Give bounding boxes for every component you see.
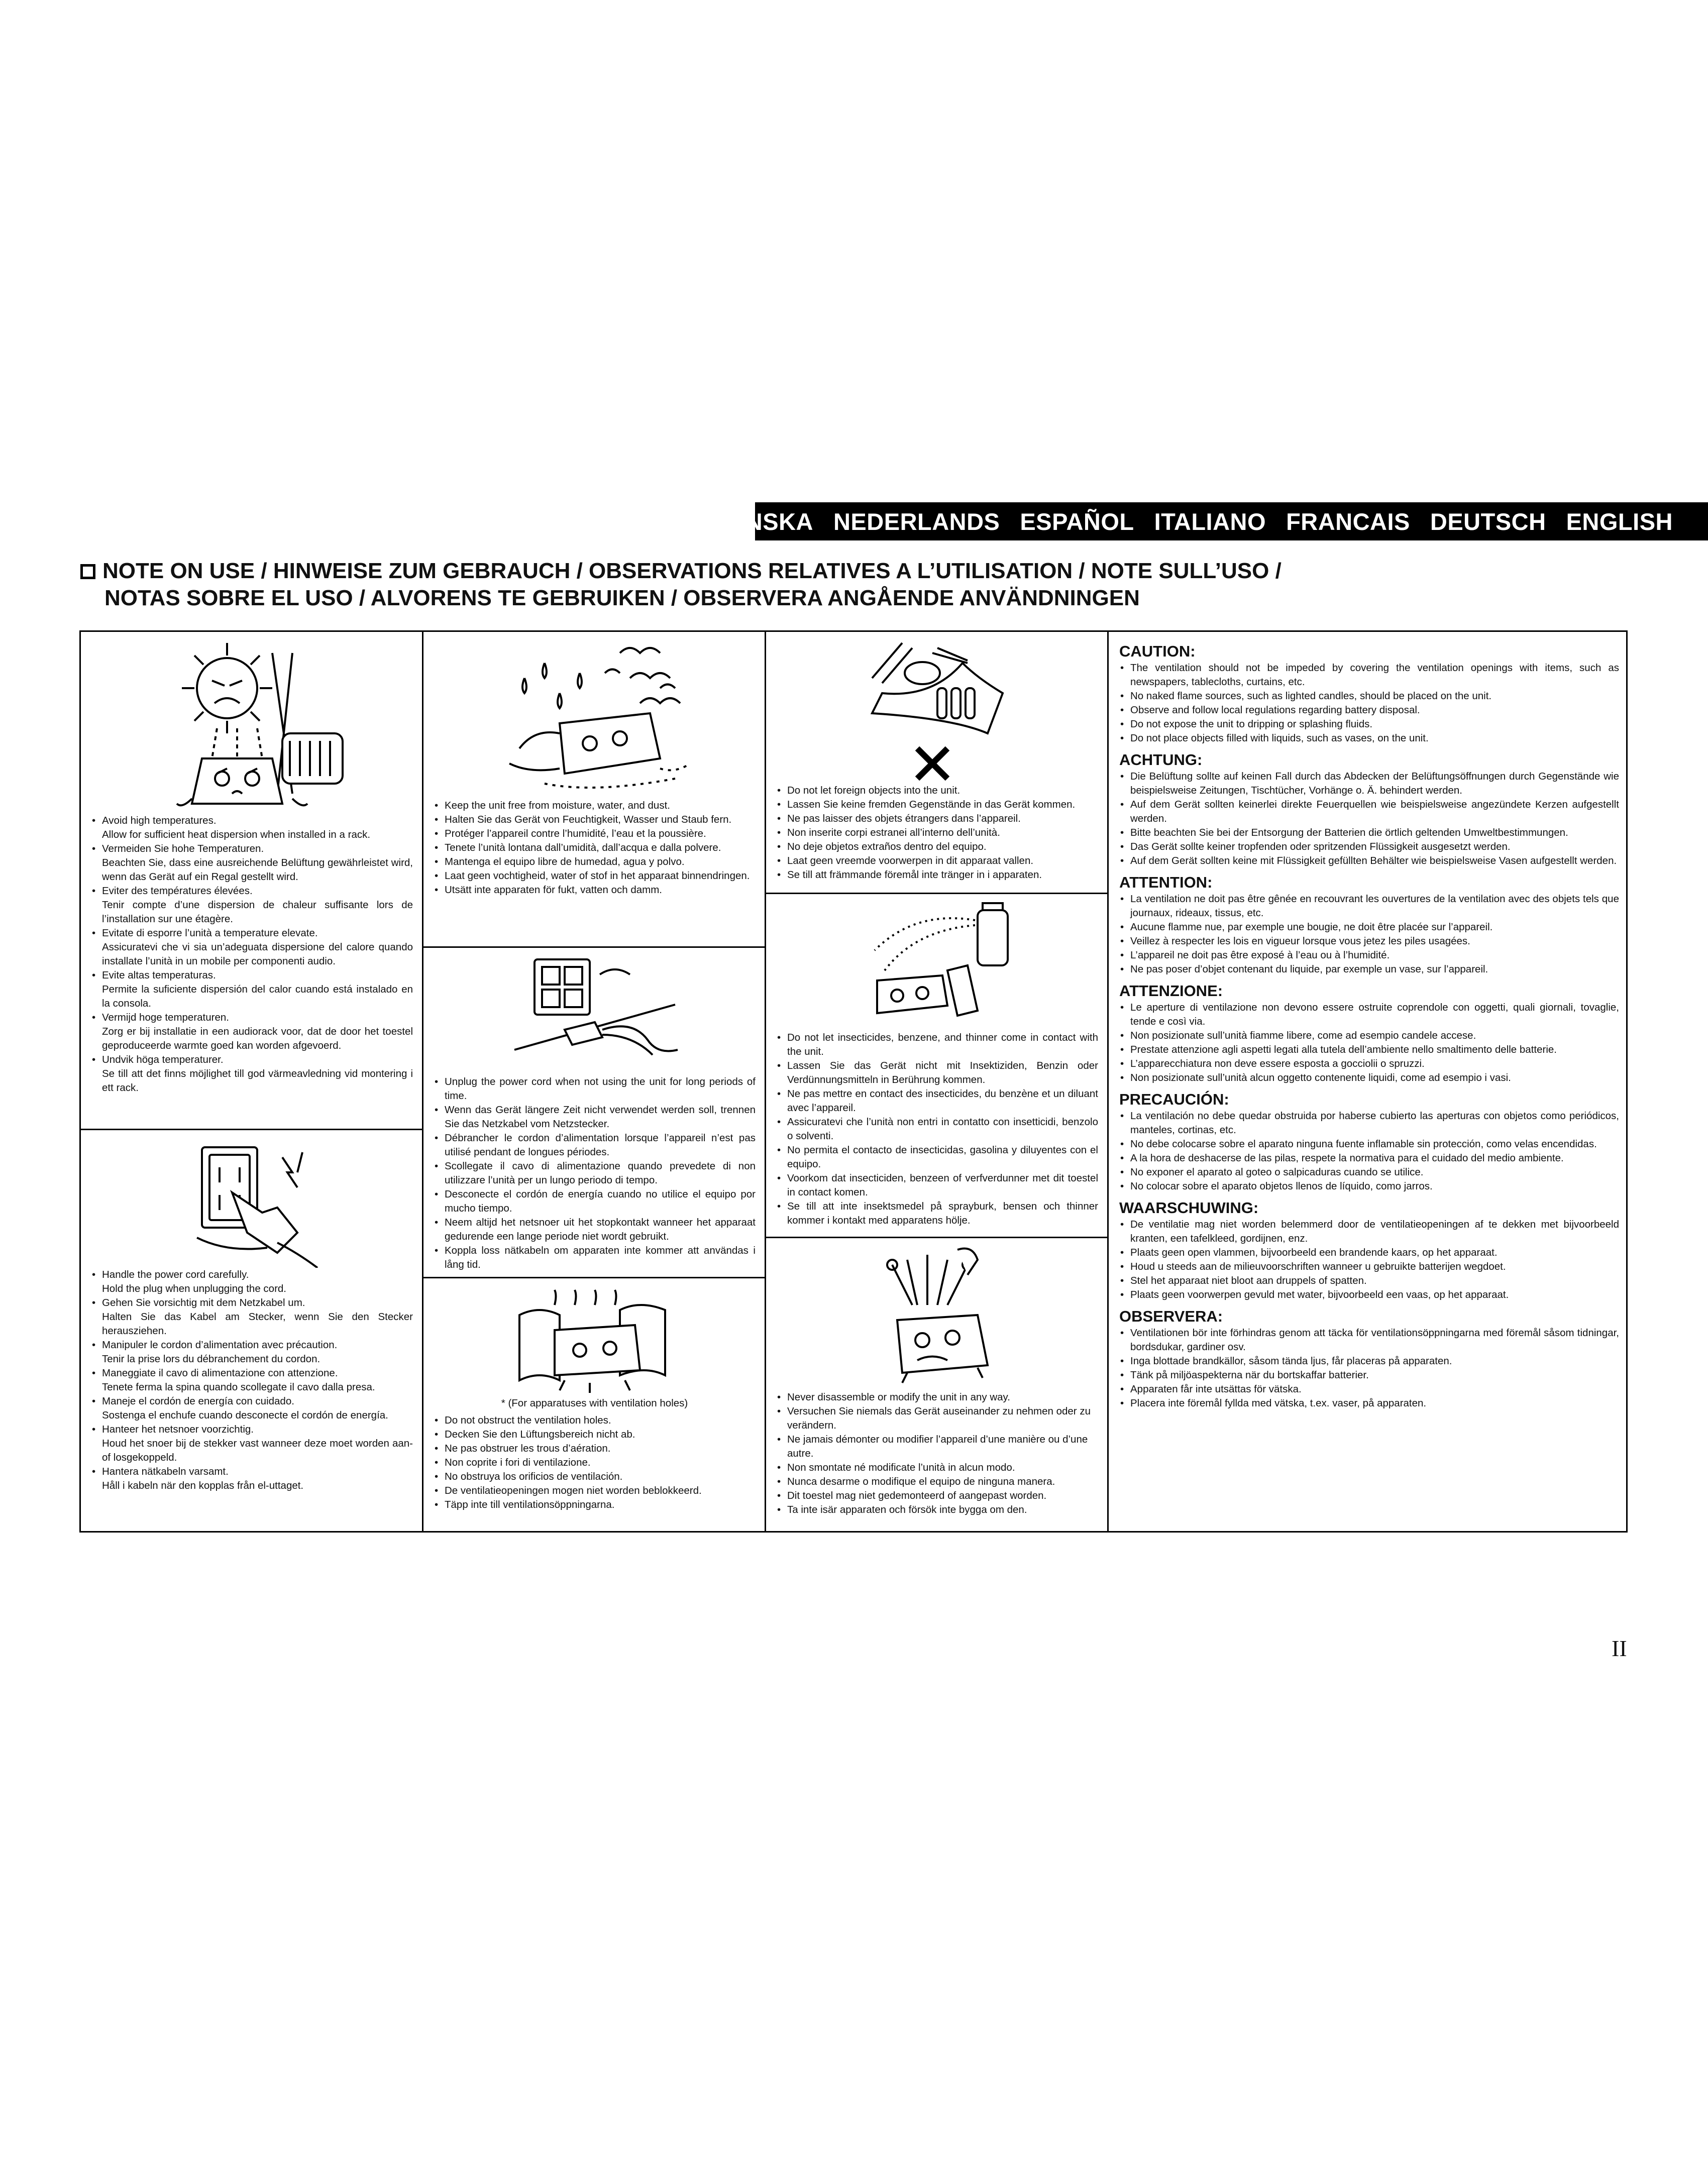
list-item: • Non coprite i fori di ventilazione. <box>434 1456 756 1470</box>
list-item: • Hanteer het netsnoer voorzichtig. Houd het snoer bij de stekker vast wanneer deze moet worden aan- of losgekoppeld. <box>91 1423 413 1465</box>
list-item: • Hantera nätkabeln varsamt. Håll i kabeln när den kopplas från el-uttaget. <box>91 1465 413 1493</box>
lang-english: ENGLISH <box>1566 508 1673 535</box>
moisture-notes-list <box>434 799 756 897</box>
list-item: • Wenn das Gerät längere Zeit nicht verwendet werden soll, trennen Sie das Netzkabel vom Netzstecker. <box>434 1103 756 1131</box>
list-item: • Non posizionate sull’unità alcun oggetto contenente liquidi, come ad esempio i vasi. <box>1119 1071 1619 1085</box>
blocked-vents-illustration <box>504 1285 685 1395</box>
list-item: • Voorkom dat insecticiden, benzeen of verfverdunner met dit toestel in contact komen. <box>776 1171 1098 1200</box>
list-item: • Evite altas temperaturas. Permite la suficiente dispersión del calor cuando está instalado en la consola. <box>91 968 413 1011</box>
list-item: • Do not expose the unit to dripping or splashing fluids. <box>1119 717 1619 731</box>
list-item: • Lassen Sie das Gerät nicht mit Insektiziden, Benzin oder Verdünnungsmitteln in Berührung kommen. <box>776 1059 1098 1087</box>
lang-nederlands: NEDERLANDS <box>833 508 1000 535</box>
list-item: • Houd u steeds aan de milieuvoorschriften wanneer u gebruikte batterijen wegdoet. <box>1119 1260 1619 1274</box>
warning-title-it: ATTENZIONE: <box>1119 982 1223 1000</box>
list-item: • Auf dem Gerät sollten keinerlei direkte Feuerquellen wie beispielsweise angezündete Kerzen aufgestellt werden. <box>1119 798 1619 826</box>
disassembly-tools-illustration <box>862 1245 1013 1390</box>
list-item: • Halten Sie das Gerät von Feuchtigkeit, Wasser und Staub fern. <box>434 813 756 827</box>
list-item: • The ventilation should not be impeded by covering the ventilation openings with items, such as newspapers, tablecloths, curtains, etc. <box>1119 661 1619 689</box>
list-item: • Non inserite corpi estranei all’interno dell’unità. <box>776 826 1098 840</box>
list-item: • Ventilationen bör inte förhindras genom att täcka för ventilationsöppningarna med föremål såsom tidningar, bordsdukar, gardiner osv. <box>1119 1326 1619 1354</box>
list-item: • Keep the unit free from moisture, water, and dust. <box>434 799 756 813</box>
warning-title-en: CAUTION: <box>1119 642 1196 660</box>
list-item: • Mantenga el equipo libre de humedad, agua y polvo. <box>434 855 756 869</box>
list-item: • Dit toestel mag niet gedemonteerd of aangepast worden. <box>776 1489 1098 1503</box>
ventilation-caption: * (For apparatuses with ventilation holes) <box>501 1397 688 1409</box>
list-item: • Neem altijd het netsnoer uit het stopkontakt wanneer het apparaat gedurende een lange periode niet wordt gebruikt. <box>434 1216 756 1244</box>
list-item: • Plaats geen open vlammen, bijvoorbeeld een brandende kaars, op het apparaat. <box>1119 1246 1619 1260</box>
unplug-cord-illustration <box>504 954 685 1075</box>
vent-notes-list <box>434 1413 756 1512</box>
list-item: • Lassen Sie keine fremden Gegenstände in das Gerät kommen. <box>776 798 1098 812</box>
list-item: • No permita el contacto de insecticidas, gasolina y diluyentes con el equipo. <box>776 1143 1098 1171</box>
list-item: • La ventilación no debe quedar obstruida por haberse cubierto las aperturas con objetos como periódicos, manteles, cortinas, etc. <box>1119 1109 1619 1137</box>
list-item: • Do not place objects filled with liquids, such as vases, on the unit. <box>1119 731 1619 745</box>
list-item: • De ventilatie mag niet worden belemmerd door de ventilatieopeningen af te dekken met bijvoorbeeld kranten, een tafelkleed, gordijnen, enz. <box>1119 1218 1619 1246</box>
list-item: • Die Belüftung sollte auf keinen Fall durch das Abdecken der Belüftungsöffnungen durch Gegenstände wie beispielsweise Zeitungen, Tischtücher, Vorhänge o. Ä. behindert werden. <box>1119 770 1619 798</box>
list-item: • Decken Sie den Lüftungsbereich nicht ab. <box>434 1428 756 1442</box>
list-item: • Never disassemble or modify the unit in any way. <box>776 1390 1098 1404</box>
list-item: • Le aperture di ventilazione non devono essere ostruite coprendole con oggetti, quali giornali, tovaglie, tende e così via. <box>1119 1001 1619 1029</box>
warning-title-nl: WAARSCHUWING: <box>1119 1199 1259 1217</box>
note-foreign-objects <box>766 633 1107 892</box>
list-item: • Ne pas obstruer les trous d’aération. <box>434 1442 756 1456</box>
warning-list-nl <box>1119 1218 1619 1302</box>
list-item: • No obstruya los orificios de ventilación. <box>434 1470 756 1484</box>
list-item: • Avoid high temperatures. Allow for sufficient heat dispersion when installed in a rack. <box>91 814 413 842</box>
list-item: • Ne pas laisser des objets étrangers dans l’appareil. <box>776 812 1098 826</box>
warning-title-de: ACHTUNG: <box>1119 751 1203 769</box>
list-item: • No exponer el aparato al goteo o salpicaduras cuando se utilice. <box>1119 1165 1619 1179</box>
lang-deutsch: DEUTSCH <box>1430 508 1546 535</box>
warning-title-es: PRECAUCIÓN: <box>1119 1091 1229 1108</box>
list-item: • A la hora de deshacerse de las pilas, respete la normativa para el cuidado del medio ambiente. <box>1119 1151 1619 1165</box>
list-item: • Maneggiate il cavo di alimentazione con attenzione. Tenete ferma la spina quando scollegate il cavo dalla presa. <box>91 1366 413 1394</box>
list-item: • Veillez à respecter les lois en vigueur lorsque vous jetez les piles usagées. <box>1119 934 1619 948</box>
list-item: • Eviter des températures élevées. Tenir compte d’une dispersion de chaleur suffisante lors de l’installation sur une étagère. <box>91 884 413 926</box>
note-unplug <box>423 954 765 1276</box>
list-item: • La ventilation ne doit pas être gênée en recouvrant les ouvertures de la ventilation avec des objets tels que journaux, rideaux, tissus, etc. <box>1119 892 1619 920</box>
list-item: • Gehen Sie vorsichtig mit dem Netzkabel um. Halten Sie das Kabel am Stecker, wenn Sie den Stecker herausziehen. <box>91 1296 413 1338</box>
list-item: • Do not let insecticides, benzene, and thinner come in contact with the unit. <box>776 1031 1098 1059</box>
list-item: • Vermeiden Sie hohe Temperaturen. Beachten Sie, dass eine ausreichende Belüftung gewährleistet wird, wenn das Gerät auf ein Regal gestellt wird. <box>91 842 413 884</box>
warning-list-it <box>1119 1001 1619 1085</box>
hot-sun-unit-illustration <box>142 633 363 814</box>
checkbox-icon <box>80 564 95 579</box>
unplug-notes-list <box>434 1075 756 1272</box>
warnings-column <box>1119 642 1619 1410</box>
list-item: • Das Gerät sollte keiner tropfenden oder spritzenden Flüssigkeit ausgesetzt werden. <box>1119 840 1619 854</box>
list-item: • Apparaten får inte utsättas för vätska. <box>1119 1382 1619 1396</box>
list-item: • Ne pas mettre en contact des insecticides, du benzène et un diluant avec l’appareil. <box>776 1087 1098 1115</box>
list-item: • Inga blottade brandkällor, såsom tända ljus, får placeras på apparaten. <box>1119 1354 1619 1368</box>
water-dust-illustration <box>479 633 710 799</box>
list-item: • Ne jamais démonter ou modifier l’appareil d’une manière ou d’une autre. <box>776 1433 1098 1461</box>
list-item: • Se till att inte insektsmedel på sprayburk, bensen och thinner kommer i kontakt med apparatens hölje. <box>776 1200 1098 1228</box>
page-number: II <box>1612 1636 1627 1661</box>
list-item: • Bitte beachten Sie bei der Entsorgung der Batterien die örtlich geltenden Umweltbestimmungen. <box>1119 826 1619 840</box>
list-item: • Do not obstruct the ventilation holes. <box>434 1413 756 1428</box>
heading-line-1: NOTE ON USE / HINWEISE ZUM GEBRAUCH / OBSERVATIONS RELATIVES A L’UTILISATION / NOTE SULL’USO / <box>102 559 1282 583</box>
list-item: • Aucune flamme nue, par exemple une bougie, ne doit être placée sur l’appareil. <box>1119 920 1619 934</box>
note-moisture <box>423 633 765 944</box>
foreign-objects-illustration <box>862 633 1013 784</box>
list-item: • Stel het apparaat niet bloot aan druppels of spatten. <box>1119 1274 1619 1288</box>
list-item: • No colocar sobre el aparato objetos llenos de líquido, como jarros. <box>1119 1179 1619 1193</box>
warning-title-sv: OBSERVERA: <box>1119 1307 1223 1325</box>
warning-list-en <box>1119 661 1619 745</box>
note-power-cord <box>81 1137 422 1532</box>
list-item: • No deje objetos extraños dentro del equipo. <box>776 840 1098 854</box>
list-item: • Ta inte isär apparaten och försök inte bygga om den. <box>776 1503 1098 1517</box>
list-item: • Protéger l’appareil contre l’humidité, l’eau et la poussière. <box>434 827 756 841</box>
list-item: • Laat geen vreemde voorwerpen in dit apparaat vallen. <box>776 854 1098 868</box>
lang-italiano: ITALIANO <box>1154 508 1266 535</box>
list-item: • Versuchen Sie niemals das Gerät auseinander zu nehmen oder zu verändern. <box>776 1404 1098 1433</box>
list-item: • Do not let foreign objects into the unit. <box>776 784 1098 798</box>
list-item: • Plaats geen voorwerpen gevuld met water, bijvoorbeeld een vaas, op het apparaat. <box>1119 1288 1619 1302</box>
list-item: • Observe and follow local regulations regarding battery disposal. <box>1119 703 1619 717</box>
lang-francais: FRANCAIS <box>1286 508 1410 535</box>
list-item: • Se till att främmande föremål inte tränger in i apparaten. <box>776 868 1098 882</box>
list-item: • Nunca desarme o modifique el equipo de ninguna manera. <box>776 1475 1098 1489</box>
list-item: • Koppla loss nätkabeln om apparaten inte kommer att användas i lång tid. <box>434 1244 756 1272</box>
list-item: • Ne pas poser d’objet contenant du liquide, par exemple un vase, sur l’appareil. <box>1119 962 1619 976</box>
list-item: • Prestate attenzione agli aspetti legati alla tutela dell’ambiente nello smaltimento delle batterie. <box>1119 1043 1619 1057</box>
list-item: • Non posizionate sull’unità fiamme libere, come ad esempio candele accese. <box>1119 1029 1619 1043</box>
list-item: • Débrancher le cordon d’alimentation lorsque l’appareil n’est pas utilisé pendant de longues périodes. <box>434 1131 756 1159</box>
list-item: • Utsätt inte apparaten för fukt, vatten och damm. <box>434 883 756 897</box>
list-item: • Handle the power cord carefully. Hold the plug when unplugging the cord. <box>91 1268 413 1296</box>
list-item: • Manipuler le cordon d’alimentation avec précaution. Tenir la prise lors du débranchement du cordon. <box>91 1338 413 1366</box>
spray-can-illustration <box>847 900 1028 1031</box>
warning-list-sv <box>1119 1326 1619 1410</box>
list-item: • Desconecte el cordón de energía cuando no utilice el equipo por mucho tiempo. <box>434 1187 756 1216</box>
note-heat <box>81 633 422 1128</box>
foreign-notes-list <box>776 784 1098 882</box>
list-item: • Täpp inte till ventilationsöppningarna. <box>434 1498 756 1512</box>
list-item: • Evitate di esporre l’unità a temperature elevate. Assicuratevi che vi sia un’adeguata dispersione del calore quando installate l’unità in un mobile per componenti audio. <box>91 926 413 968</box>
heat-notes-list <box>91 814 413 1095</box>
section-heading <box>80 558 1638 612</box>
warning-title-fr: ATTENTION: <box>1119 874 1213 891</box>
lang-espanol: ESPAÑOL <box>1020 508 1134 535</box>
warning-list-es <box>1119 1109 1619 1193</box>
list-item: • No naked flame sources, such as lighted candles, should be placed on the unit. <box>1119 689 1619 703</box>
lang-svenska: SVENSKA <box>697 508 813 535</box>
list-item: • Tenete l’unità lontana dall’umidità, dall’acqua e dalla polvere. <box>434 841 756 855</box>
disassemble-notes-list <box>776 1390 1098 1517</box>
list-item: • Auf dem Gerät sollten keine mit Flüssigkeit gefüllten Behälter wie beispielsweise Vasen aufgestellt werden. <box>1119 854 1619 868</box>
list-item: • Placera inte föremål fyllda med vätska, t.ex. vaser, på apparaten. <box>1119 1396 1619 1410</box>
list-item: • Tänk på miljöaspekterna när du bortskaffar batterier. <box>1119 1368 1619 1382</box>
list-item: • Laat geen vochtigheid, water of stof in het apparaat binnendringen. <box>434 869 756 883</box>
language-bar <box>697 502 1708 540</box>
cord-notes-list <box>91 1268 413 1493</box>
list-item: • Maneje el cordón de energía con cuidado. Sostenga el enchufe cuando desconecte el cordón de energía. <box>91 1394 413 1423</box>
list-item: • Vermijd hoge temperaturen. Zorg er bij installatie in een audiorack voor, dat de door het toestel geproduceerde warmte goed kan worden afgevoerd. <box>91 1011 413 1053</box>
plug-handling-illustration <box>177 1137 328 1268</box>
insect-notes-list <box>776 1031 1098 1228</box>
list-item: • L’apparecchiatura non deve essere esposta a gocciolii o spruzzi. <box>1119 1057 1619 1071</box>
list-item: • De ventilatieopeningen mogen niet worden beblokkeerd. <box>434 1484 756 1498</box>
list-item: • L’appareil ne doit pas être exposé à l’eau ou à l’humidité. <box>1119 948 1619 962</box>
note-insecticides <box>766 900 1107 1237</box>
note-ventilation <box>423 1285 765 1531</box>
list-item: • No debe colocarse sobre el aparato ninguna fuente inflamable sin protección, como velas encendidas. <box>1119 1137 1619 1151</box>
heading-line-2: NOTAS SOBRE EL USO / ALVORENS TE GEBRUIKEN / OBSERVERA ANGÅENDE ANVÄNDNINGEN <box>104 586 1140 610</box>
list-item: • Assicuratevi che l’unità non entri in contatto con insetticidi, benzolo o solventi. <box>776 1115 1098 1143</box>
note-disassemble <box>766 1245 1107 1531</box>
list-item: • Scollegate il cavo di alimentazione quando prevedete di non utilizzare l’unità per un lungo periodo di tempo. <box>434 1159 756 1187</box>
warning-list-fr <box>1119 892 1619 976</box>
list-item: • Undvik höga temperaturer. Se till att det finns möjlighet till god värmeavledning vid montering i ett rack. <box>91 1053 413 1095</box>
list-item: • Non smontate né modificate l’unità in alcun modo. <box>776 1461 1098 1475</box>
list-item: • Unplug the power cord when not using the unit for long periods of time. <box>434 1075 756 1103</box>
warning-list-de <box>1119 770 1619 868</box>
